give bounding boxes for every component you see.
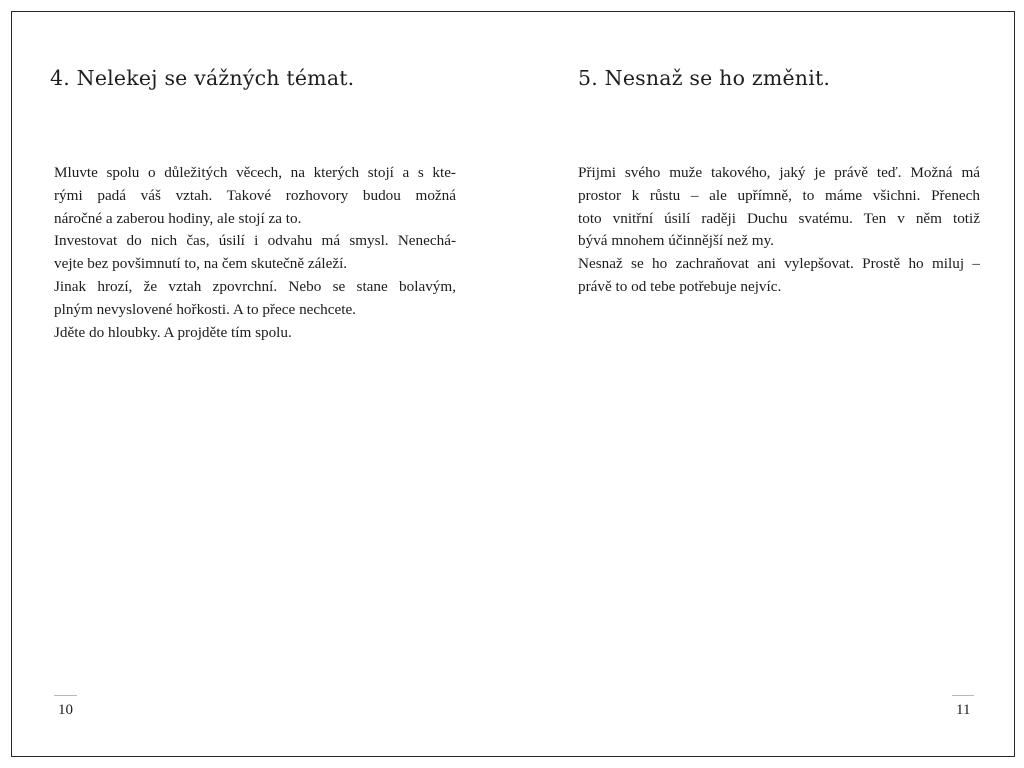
body-line: Mluvte spolu o důležitých věcech, na kterých stojí a s kte- <box>54 164 456 181</box>
body-line: Investovat do nich čas, úsilí i odvahu má smysl. Nenechá- <box>54 232 456 250</box>
right-page <box>512 12 1014 756</box>
body-line: Přijmi svého muže takového, jaký je právě teď. Možná má <box>578 164 980 181</box>
body-line: náročné a zaberou hodiny, ale stojí za to. <box>54 209 302 227</box>
body-line: Jděte do hloubky. A projděte tím spolu. <box>54 323 292 341</box>
body-line: Nesnaž se ho zachraňovat ani vylepšovat. Prostě ho miluj – <box>578 255 980 273</box>
left-page-number: 10 <box>58 695 73 719</box>
right-page-number: 11 <box>956 695 970 719</box>
body-line: bývá mnohem účinnější než my. <box>578 232 774 250</box>
right-page-heading: 5. Nesnaž se ho změnit. <box>578 66 831 90</box>
left-page-body <box>54 162 456 344</box>
body-line: plným nevyslovené hořkosti. A to přece nechcete. <box>54 300 356 318</box>
body-line: rými padá váš vztah. Takové rozhovory budou možná <box>54 186 456 204</box>
left-page-heading: 4. Nelekej se vážných témat. <box>50 66 355 90</box>
right-page-body <box>578 162 980 299</box>
body-line: toto vnitřní úsilí raději Duchu svatému. Ten v něm totiž <box>578 209 980 227</box>
left-page <box>12 12 512 756</box>
book-spread <box>11 11 1015 757</box>
body-line: vejte bez povšimnutí to, na čem skutečně záleží. <box>54 255 348 273</box>
body-line: prostor k růstu – ale upřímně, to máme všichni. Přenech <box>578 186 980 204</box>
body-line: právě to od tebe potřebuje nejvíc. <box>578 277 782 295</box>
body-line: Jinak hrozí, že vztah zpovrchní. Nebo se stane bolavým, <box>54 277 456 295</box>
